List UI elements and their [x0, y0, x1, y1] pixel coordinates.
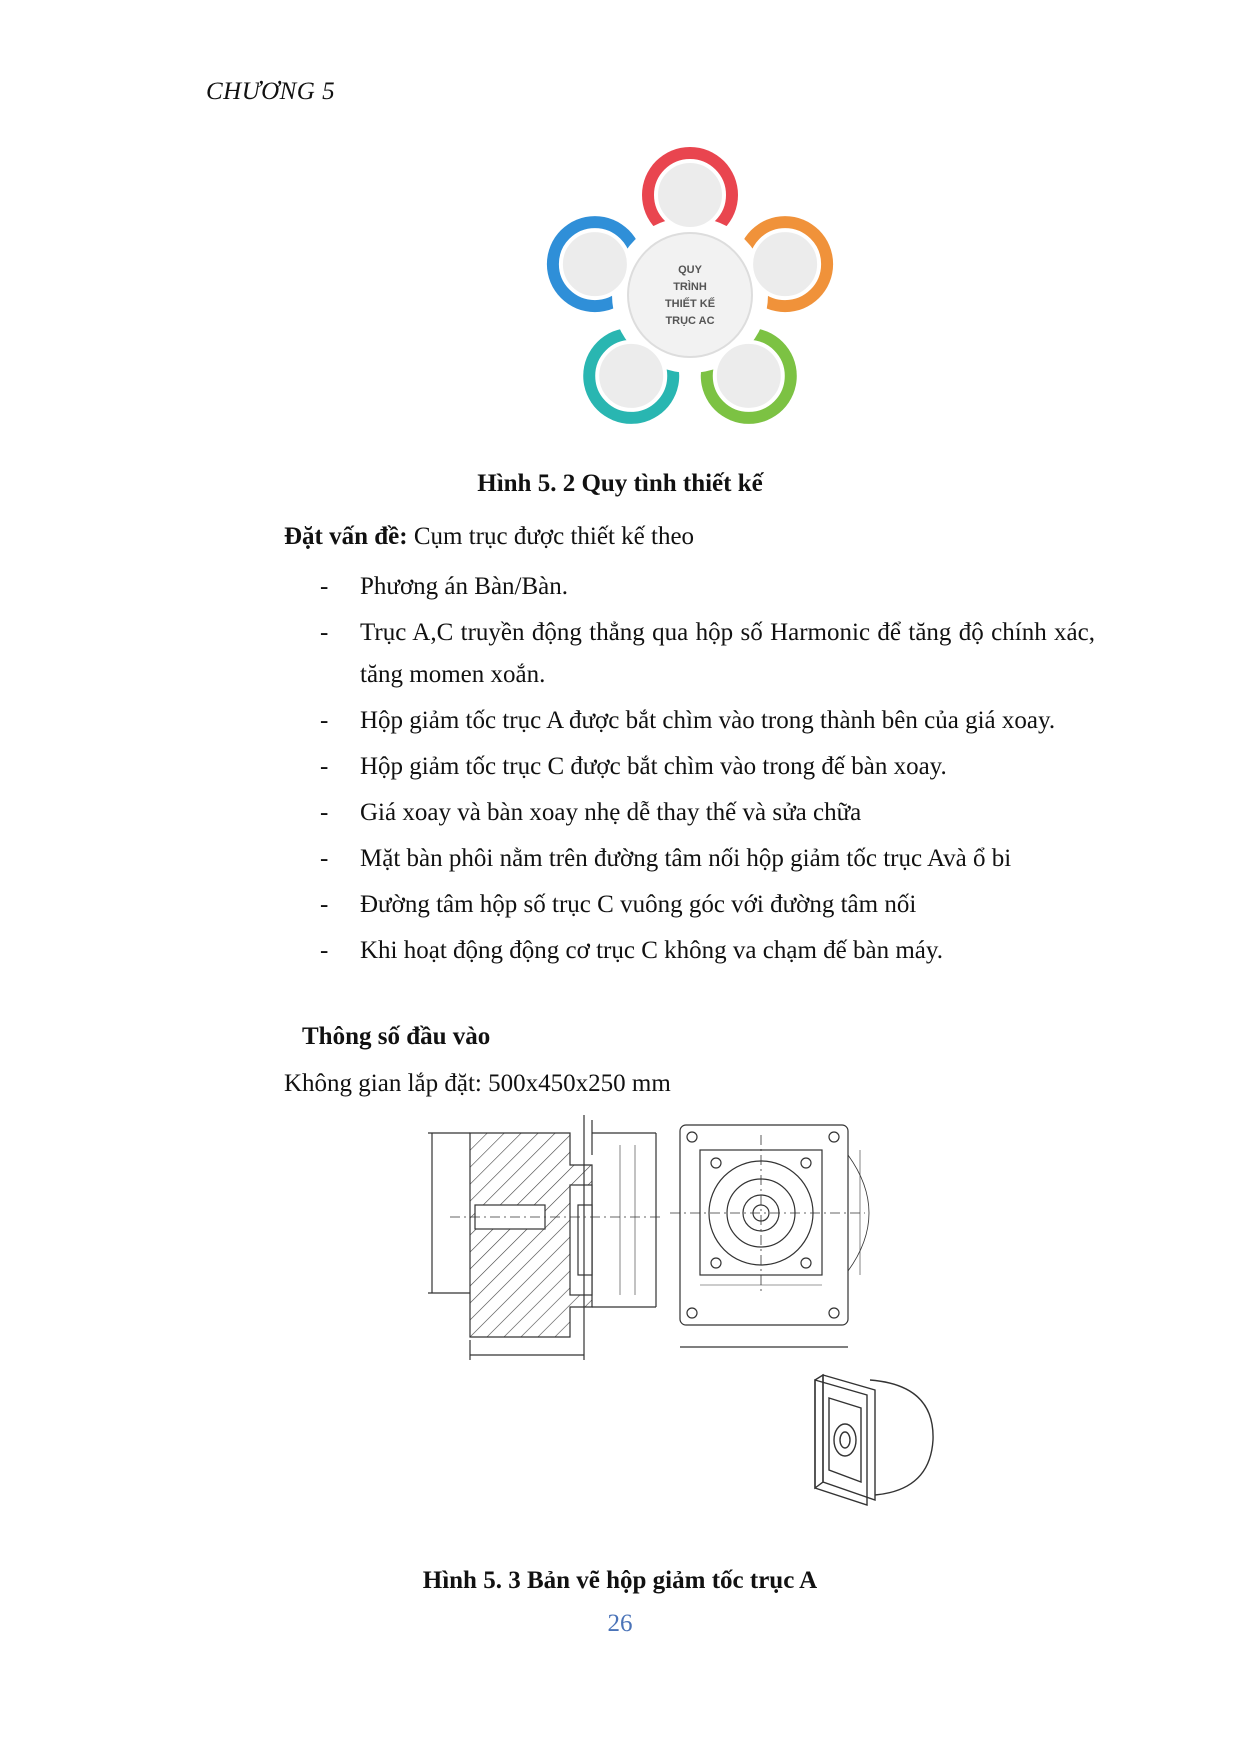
center-label-1: QUY — [678, 264, 702, 276]
petal-node — [751, 230, 819, 298]
front-view — [670, 1125, 869, 1347]
chapter-header: CHƯƠNG 5 — [206, 78, 336, 105]
problem-statement — [284, 523, 694, 551]
input-parameters-heading: Thông số đầu vào — [302, 1023, 491, 1050]
petal-node — [561, 230, 629, 298]
installation-space: Không gian lắp đặt: 500x450x250 mm — [284, 1070, 671, 1097]
petal-node — [597, 342, 665, 410]
list-item: - Hộp giảm tốc trục C được bắt chìm vào trong đế bàn xoay. — [320, 746, 1095, 788]
list-item: - Khi hoạt động động cơ trục C không va chạm đế bàn máy. — [320, 930, 1095, 972]
figure-caption-5-2: Hình 5. 2 Quy tình thiết kế — [477, 470, 763, 497]
figure-caption-5-3: Hình 5. 3 Bản vẽ hộp giảm tốc trục A — [422, 1567, 818, 1594]
petal-node — [656, 161, 724, 229]
design-requirements-list — [320, 566, 1095, 976]
center-circle — [628, 233, 752, 357]
petal-node — [715, 342, 783, 410]
list-item: - Phương án Bàn/Bàn. — [320, 566, 1095, 608]
list-item: - Hộp giảm tốc trục A được bắt chìm vào trong thành bên của giá xoay. — [320, 700, 1095, 742]
list-item: - Trục A,C truyền động thẳng qua hộp số Harmonic để tăng độ chính xác, tăng momen xoắn. — [320, 612, 1095, 696]
design-process-diagram — [520, 130, 860, 450]
problem-label: Đặt vấn đề: — [284, 523, 408, 550]
list-item: - Giá xoay và bàn xoay nhẹ dễ thay thế và sửa chữa — [320, 792, 1095, 834]
list-item: - Đường tâm hộp số trục C vuông góc với đường tâm nối — [320, 884, 1095, 926]
isometric-view — [815, 1375, 933, 1505]
center-label-2: TRÌNH — [673, 281, 707, 293]
list-item: - Mặt bàn phôi nằm trên đường tâm nối hộp giảm tốc trục Avà ổ bi — [320, 838, 1095, 880]
section-view — [428, 1115, 660, 1360]
center-label-3: THIẾT KẾ — [664, 298, 716, 310]
page-number: 26 — [607, 1610, 633, 1637]
center-label-4: TRỤC AC — [665, 315, 715, 327]
gearbox-drawing — [420, 1115, 980, 1555]
problem-text: Cụm trục được thiết kế theo — [407, 523, 695, 550]
